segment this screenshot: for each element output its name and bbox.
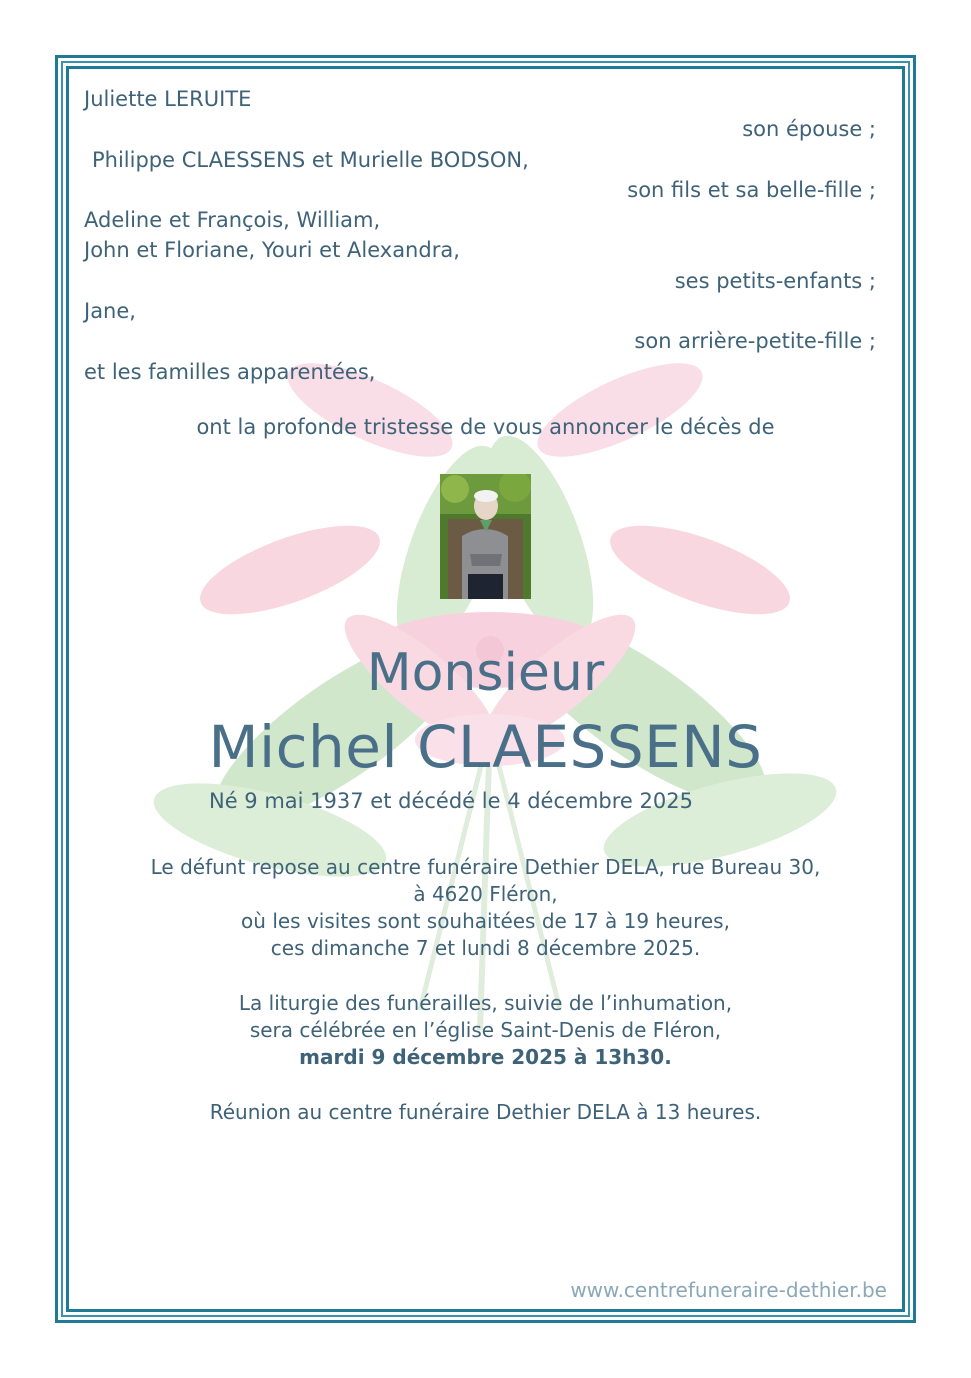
visit-line-1: Le défunt repose au centre funéraire Dethier DELA, rue Bureau 30, (150, 855, 821, 879)
spouse-name: Juliette LERUITE (84, 87, 252, 111)
visit-line-2: à 4620 Fléron, (413, 882, 558, 906)
deceased-photo (440, 474, 531, 599)
deceased-title: Monsieur (366, 643, 605, 703)
website-link[interactable]: www.centrefuneraire-dethier.be (570, 1278, 887, 1302)
funeral-line-1: La liturgie des funérailles, suivie de l’inhumation, (238, 991, 733, 1015)
great-grandchild-name: Jane, (84, 299, 136, 323)
spouse-role: son épouse ; (742, 117, 876, 141)
visit-line-3: où les visites sont souhaitées de 17 à 19 heures, (241, 909, 730, 933)
relatives-line: et les familles apparentées, (84, 360, 376, 384)
funeral-datetime: mardi 9 décembre 2025 à 13h30. (299, 1045, 672, 1069)
funeral-line-2: sera célébrée en l’église Saint-Denis de Fléron, (249, 1018, 722, 1042)
grandchildren-role: ses petits-enfants ; (674, 269, 876, 293)
visit-line-4: ces dimanche 7 et lundi 8 décembre 2025. (270, 936, 701, 960)
grandchildren-line-1: Adeline et François, William, (84, 208, 381, 232)
announcement-text: ont la profonde tristesse de vous annoncer le décès de (196, 415, 775, 439)
great-grandchild-role: son arrière-petite-fille ; (634, 329, 876, 353)
son-names: Philippe CLAESSENS et Murielle BODSON, (92, 148, 529, 172)
son-role: son fils et sa belle-fille ; (627, 178, 876, 202)
birth-death-dates: Né 9 mai 1937 et décédé le 4 décembre 2025 (209, 789, 693, 813)
deceased-name: Michel CLAESSENS (208, 713, 763, 781)
grandchildren-line-2: John et Floriane, Youri et Alexandra, (84, 238, 460, 262)
meeting-text: Réunion au centre funéraire Dethier DELA à 13 heures. (209, 1100, 762, 1124)
